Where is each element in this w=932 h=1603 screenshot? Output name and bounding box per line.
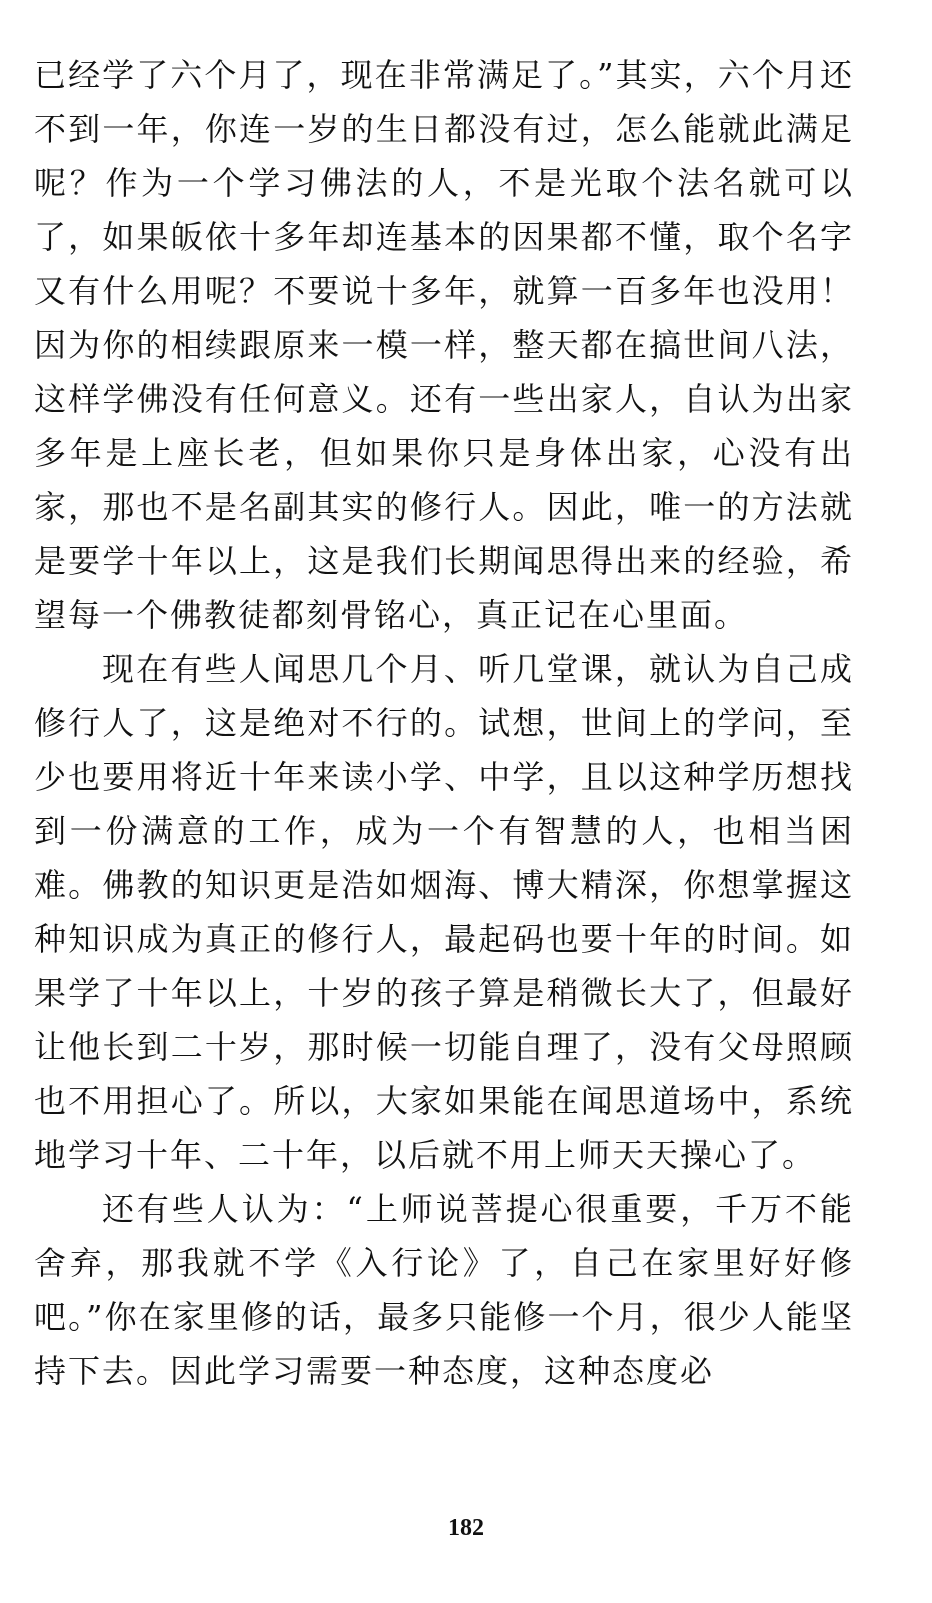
paragraph-2: 现在有些人闻思几个月、听几堂课，就认为自己成修行人了，这是绝对不行的。试想，世间上的学问，至少也要用将近十年来读小学、中学，且以这种学历想找到一份满意的工作，成为一个有智慧的人，也相当困难。佛教的知识更是浩如烟海、博大精深，你想掌握这种知识成为真正的修行人，最起码也要十年的时间。如果学了十年以上，十岁的孩子算是稍微长大了，但最好让他长到二十岁，那时候一切能自理了，没有父母照顾也不用担心了。所以，大家如果能在闻思道场中，系统地学习十年、二十年，以后就不用上师天天操心了。 [34,650,854,1174]
body-text [34,48,854,1398]
page-number: 182 [448,1515,484,1541]
paragraph-3: 还有些人认为：“上师说菩提心很重要，千万不能舍弃，那我就不学《入行论》了，自己在家里好好修吧。”你在家里修的话，最多只能修一个月，很少人能坚持下去。因此学习需要一种态度，这种态度必 [34,1190,854,1390]
paragraph-1: 已经学了六个月了，现在非常满足了。”其实，六个月还不到一年，你连一岁的生日都没有过，怎么能就此满足呢？作为一个学习佛法的人，不是光取个法名就可以了，如果皈依十多年却连基本的因果都不懂，取个名字又有什么用呢？不要说十多年，就算一百多年也没用！因为你的相续跟原来一模一样，整天都在搞世间八法，这样学佛没有任何意义。还有一些出家人，自认为出家多年是上座长老，但如果你只是身体出家，心没有出家，那也不是名副其实的修行人。因此，唯一的方法就是要学十年以上，这是我们长期闻思得出来的经验，希望每一个佛教徒都刻骨铭心，真正记在心里面。 [34,56,854,634]
